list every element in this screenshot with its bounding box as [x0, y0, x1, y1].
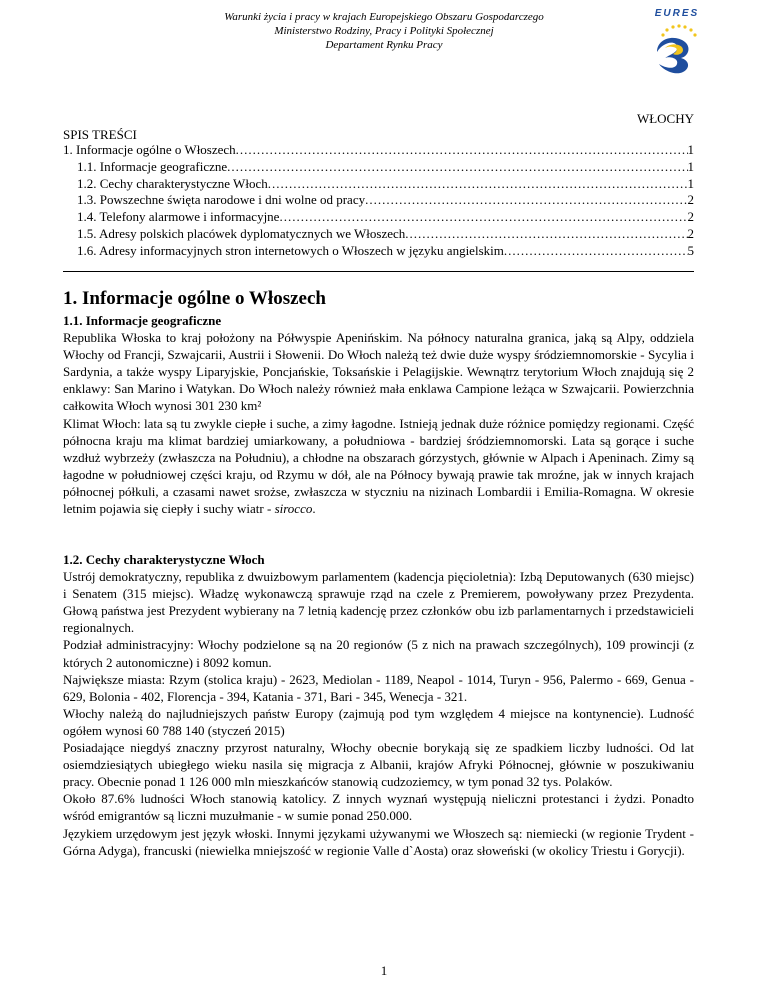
section-1-2-heading: 1.2. Cechy charakterystyczne Włoch — [63, 552, 265, 567]
toc-item[interactable] — [63, 226, 694, 243]
toc-item-text: 1.5. Adresy polskich placówek dyplomatycznych we Włoszech — [77, 225, 406, 241]
toc-item[interactable] — [63, 243, 694, 260]
toc-item-page: 2 — [687, 192, 694, 208]
table-of-contents — [63, 142, 694, 260]
header-line-1: Warunki życia i pracy w krajach Europejskiego Obszaru Gospodarczego — [224, 11, 544, 23]
paragraph: Ustrój demokratyczny, republika z dwuizbowym parlamentem (kadencja pięcioletnia): Izbą Deputowanych (630 miejsc) i Senatem (315 miejsc). Władzę wykonawczą sprawuje rząd na czele z Premierem, powoływany przez Prezydenta. Głową państwa jest Prezydent wybierany na 7 letnią kadencję przez członków obu izb parlamentarnych i przedstawicieli regionalnych. — [63, 569, 694, 636]
section-1-1-heading: 1.1. Informacje geograficzne — [63, 313, 222, 328]
paragraph: Republika Włoska to kraj położony na Półwyspie Apenińskim. Na północy naturalna granica, jaką są Alpy, oddziela Włochy od Francji, Szwajcarii, Austrii i Słowenii. Do Włoch należą też dwie duże wyspy śródziemnomorskie - Sycylia i Sardynia, a także wyspy Liparyjskie, Poncjańskie, Toksańskie i Pelagijskie. Wewnątrz terytorium Włoch znajdują się 2 enklawy: San Marino i Watykan. Do Włoch należy również mała enklawa Campione leżąca w Szwajcarii. Powierzchnia całkowita Włoch wynosi 301 230 km² — [63, 330, 694, 414]
toc-title: SPIS TREŚCI — [63, 127, 137, 142]
eures-logo-icon — [645, 8, 709, 82]
toc-item-page: 5 — [687, 242, 694, 258]
paragraph: Włochy należą do najludniejszych państw Europy (zajmują pod tym względem 4 miejsce na kontynencie). Ludność ogółem wynosi 60 788 140 (styczeń 2015) — [63, 705, 694, 738]
paragraph: Podział administracyjny: Włochy podzielone są na 20 regionów (5 z nich na prawach szczególnych), 109 prowincji (z których 2 autonomiczne) i 8092 komun. — [63, 637, 694, 670]
toc-item[interactable] — [63, 209, 694, 226]
eures-logo-text: EURES — [654, 8, 700, 19]
toc-item[interactable] — [63, 159, 694, 176]
header-line-2: Ministerstwo Rodziny, Pracy i Polityki Społecznej — [274, 25, 494, 37]
paragraph: Posiadające niegdyś znaczny przyrost naturalny, Włochy obecnie borykają się ze spadkiem liczby ludności. Od lat osiemdziesiątych ubiegłego wieku nasila się migracja z Albanii, krajów Afryki Północnej, głównie w poszukiwaniu pracy. Obecnie ponad 1 126 000 mln mieszkańców stanowią cudzoziemcy, w tym ponad 32 tys. Polaków. — [63, 740, 694, 790]
toc-item-text: 1.2. Cechy charakterystyczne Włoch — [77, 175, 268, 191]
paragraph: Językiem urzędowym jest język włoski. Innymi językami używanymi we Włoszech są: niemiecki (w regionie Trydent - Górna Adyga), francuski (niewielka mniejszość w regionie Valle d`Aosta) oraz słoweński (w okolicy Triestu i Gorycji). — [63, 825, 694, 858]
toc-item-page: 2 — [687, 225, 694, 241]
toc-item-page: 2 — [687, 209, 694, 225]
toc-item-text: 1.1. Informacje geograficzne — [77, 158, 228, 174]
document-header — [63, 10, 705, 52]
section-1-2 — [63, 551, 694, 859]
italic-term: sirocco — [274, 501, 313, 517]
toc-item-text: 1.3. Powszechne święta narodowe i dni wolne od pracy — [77, 192, 366, 208]
toc-item[interactable] — [63, 192, 694, 209]
section-1-heading: 1. Informacje ogólne o Włoszech — [63, 288, 326, 309]
paragraph: Klimat Włoch: lata są tu zwykle ciepłe i suche, a zimy łagodne. Istnieją jednak duże różnice pomiędzy regionami. Część północna kraju ma klimat bardziej umiarkowany, a południowa - bardziej śródziemnomorski. Lata są gorące i suche wzdłuż wybrzeży (zwłaszcza na Południu), a chłodne na obszarach górzystych, głównie w Alpach i Apeninach. Zimy są łagodne w południowej części kraju, od Rzymu w dół, ale na Północy bywają prawie tak mroźne, jak w innych krajach północnej półkuli, a czasami nawet srożse, zwłaszcza w styczniu na nizinach Lombardii i Emilia-Romagna. W okresie letnim pojawia się ciepły i suchy wiatr - sirocco. — [63, 415, 694, 517]
toc-item-page: 1 — [687, 142, 694, 157]
toc-item-text: 1. Informacje ogólne o Włoszech — [63, 142, 236, 157]
toc-item-text: 1.6. Adresy informacyjnych stron internetowych o Włoszech w języku angielskim — [77, 242, 504, 258]
header-line-3: Departament Rynku Pracy — [325, 39, 443, 51]
section-1-1 — [63, 312, 694, 517]
country-name: WŁOCHY — [636, 111, 694, 126]
page-number: 1 — [380, 963, 388, 978]
paragraph: Około 87.6% ludności Włoch stanowią katolicy. Z innych wyznań występują nieliczni protestanci i żydzi. Ponadto wśród emigrantów są liczni muzułmanie - w sumie ponad 250.000. — [63, 791, 694, 824]
toc-item[interactable] — [63, 176, 694, 193]
toc-item[interactable] — [63, 142, 694, 159]
toc-item-text: 1.4. Telefony alarmowe i informacyjne — [77, 209, 280, 225]
eures-logo — [645, 8, 709, 82]
toc-item-page: 1 — [687, 158, 694, 174]
toc-divider — [63, 271, 694, 272]
paragraph: Największe miasta: Rzym (stolica kraju) - 2623, Mediolan - 1189, Neapol - 1014, Turyn - 956, Palermo - 669, Genua - 629, Bolonia - 402, Florencja - 394, Katania - 371, Bari - 345, Wenecja - 321. — [63, 671, 694, 704]
toc-item-page: 1 — [687, 175, 694, 191]
